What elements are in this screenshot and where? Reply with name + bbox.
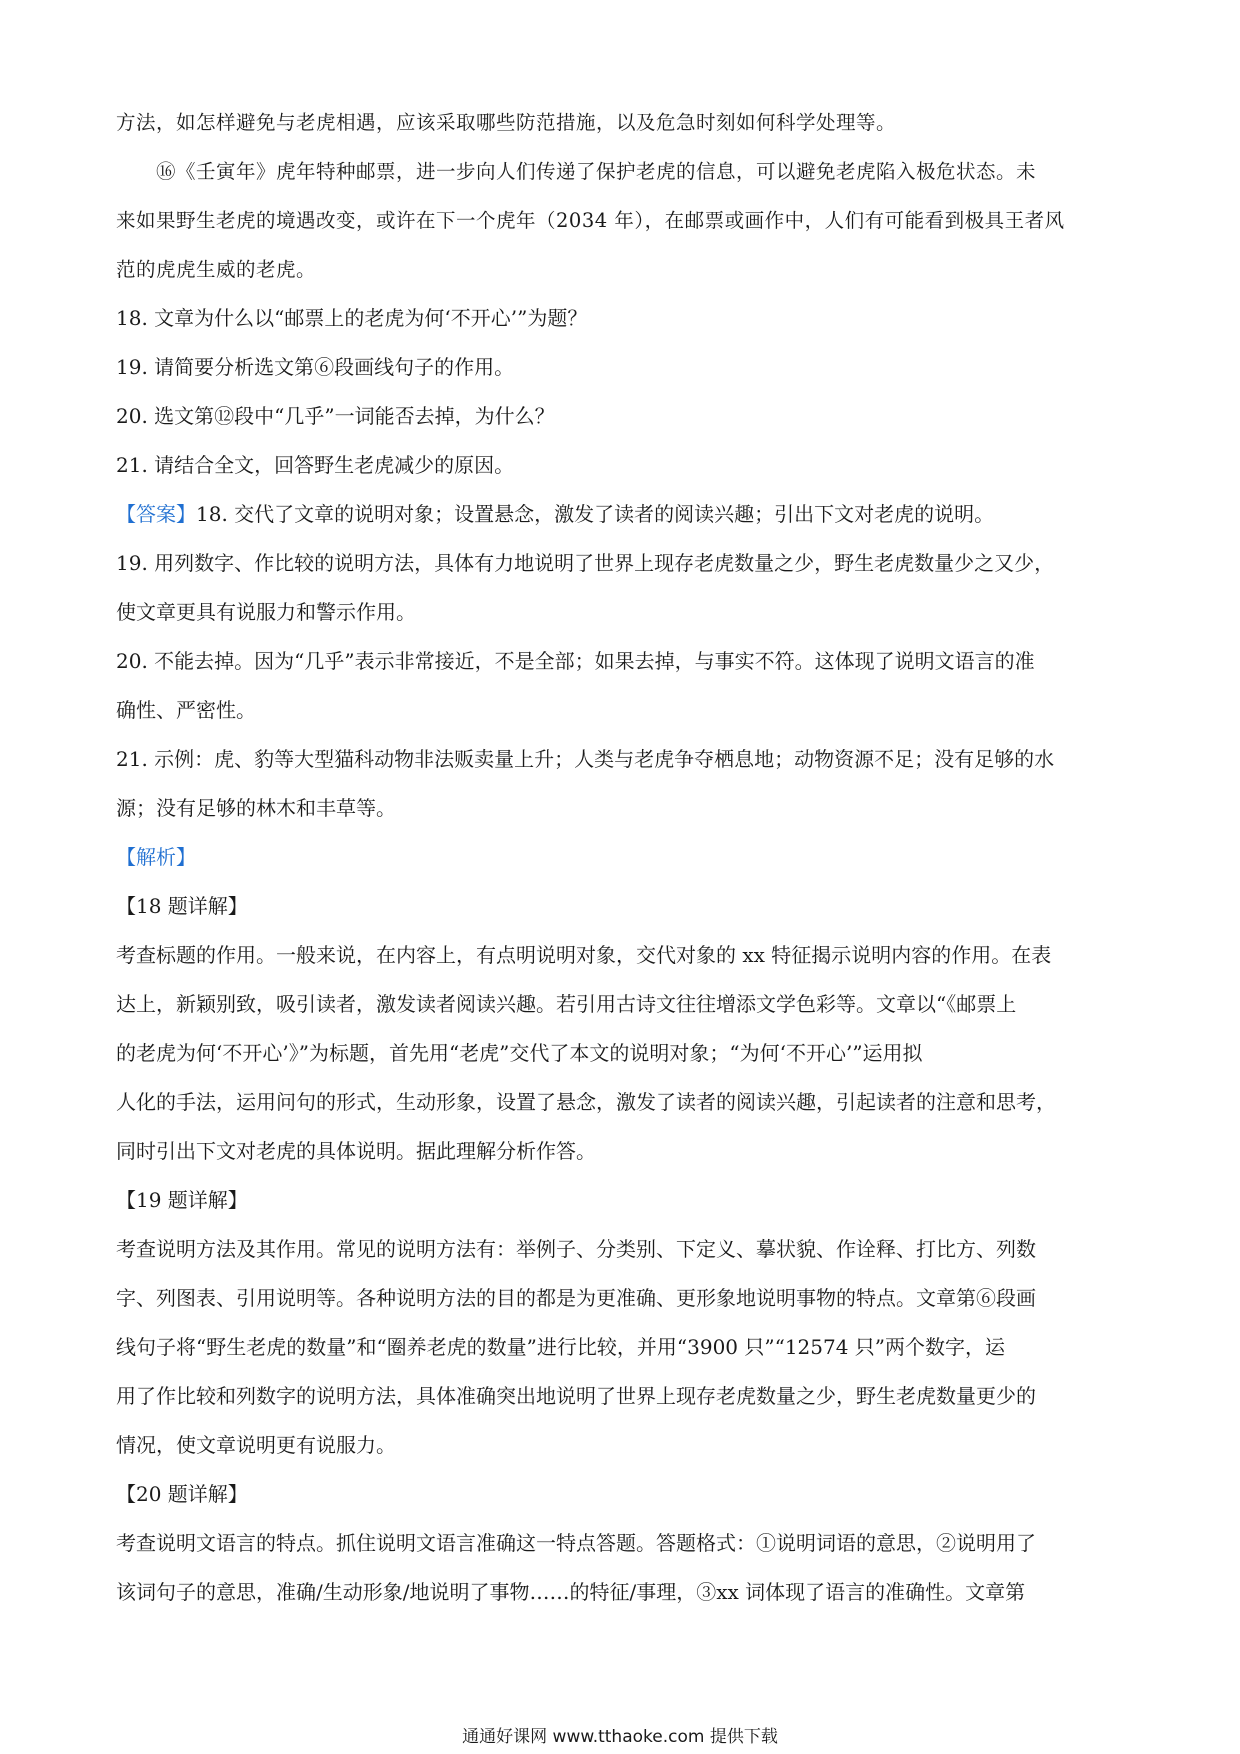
passage-line: 范的虎虎生威的老虎。	[116, 258, 317, 281]
analysis-line: 用了作比较和列数字的说明方法，具体准确突出地说明了世界上现存老虎数量之少，野生老虎数量更少的	[116, 1384, 1036, 1408]
analysis-line: 线句子将“野生老虎的数量”和“圈养老虎的数量”进行比较，并用“3900 只”“12574 只”两个数字，运	[116, 1335, 1006, 1359]
answer-18-text: 18. 交代了文章的说明对象；设置悬念，激发了读者的阅读兴趣；引出下文对老虎的说明。	[196, 502, 995, 526]
analysis-line: 考查说明文语言的特点。抓住说明文语言准确这一特点答题。答题格式：①说明词语的意思，②说明用了	[116, 1531, 1036, 1555]
answer-20: 20. 不能去掉。因为“几乎”表示非常接近，不是全部；如果去掉，与事实不符。这体现了说明文语言的准	[116, 649, 1035, 673]
answer-line: 使文章更具有说服力和警示作用。	[116, 600, 416, 624]
analysis-line: 字、列图表、引用说明等。各种说明方法的目的都是为更准确、更形象地说明事物的特点。文章第⑥段画	[116, 1286, 1036, 1310]
passage-line: 来如果野生老虎的境遇改变，或许在下一个虎年（2034 年），在邮票或画作中，人们有可能看到极具王者风	[116, 209, 1065, 232]
question-18: 18. 文章为什么以“邮票上的老虎为何‘不开心’”为题？	[116, 306, 588, 330]
analysis-line: 该词句子的意思，准确/生动形象/地说明了事物……的特征/事理，③xx 词体现了语言的准确性。文章第	[116, 1580, 1026, 1604]
analysis-label: 【解析】	[116, 845, 196, 869]
question-20: 20. 选文第⑫段中“几乎”一词能否去掉，为什么？	[116, 404, 555, 428]
answer-label: 【答案】	[116, 502, 196, 526]
analysis-line: 考查标题的作用。一般来说，在内容上，有点明说明对象，交代对象的 xx 特征揭示说明内容的作用。在表	[116, 943, 1052, 967]
analysis-line: 人化的手法，运用问句的形式，生动形象，设置了悬念，激发了读者的阅读兴趣，引起读者的注意和思考，	[116, 1090, 1056, 1114]
passage-line: 方法，如怎样避免与老虎相遇，应该采取哪些防范措施，以及危急时刻如何科学处理等。	[116, 111, 897, 134]
question-21: 21. 请结合全文，回答野生老虎减少的原因。	[116, 453, 515, 477]
analysis-line: 的老虎为何‘不开心’》”为标题，首先用“老虎”交代了本文的说明对象；“为何‘不开心’”运用拟	[116, 1041, 923, 1065]
analysis-line: 情况，使文章说明更有说服力。	[116, 1433, 396, 1457]
answer-line: 确性、严密性。	[116, 698, 256, 722]
answer-21: 21. 示例：虎、豹等大型猫科动物非法贩卖量上升；人类与老虎争夺栖息地；动物资源不足；没有足够的水	[116, 747, 1055, 771]
document-page	[116, 98, 1128, 1617]
passage-paragraph-16: ⑯《壬寅年》虎年特种邮票，进一步向人们传递了保护老虎的信息，可以避免老虎陷入极危状态。未	[156, 160, 1037, 183]
analysis-18-heading: 【18 题详解】	[116, 894, 248, 918]
analysis-line: 同时引出下文对老虎的具体说明。据此理解分析作答。	[116, 1139, 596, 1163]
analysis-line: 达上，新颖别致，吸引读者，激发读者阅读兴趣。若引用古诗文往往增添文学色彩等。文章以“《邮票上	[116, 992, 1017, 1016]
answer-18	[116, 490, 1128, 539]
footer-watermark: 通通好课网 www.tthaoke.com 提供下载	[462, 1727, 778, 1747]
answer-19: 19. 用列数字、作比较的说明方法，具体有力地说明了世界上现存老虎数量之少，野生老虎数量少之又少，	[116, 551, 1055, 575]
analysis-line: 考查说明方法及其作用。常见的说明方法有：举例子、分类别、下定义、摹状貌、作诠释、打比方、列数	[116, 1237, 1036, 1261]
answer-line: 源；没有足够的林木和丰草等。	[116, 796, 396, 820]
analysis-20-heading: 【20 题详解】	[116, 1482, 248, 1506]
question-19: 19. 请简要分析选文第⑥段画线句子的作用。	[116, 355, 515, 379]
analysis-19-heading: 【19 题详解】	[116, 1188, 248, 1212]
